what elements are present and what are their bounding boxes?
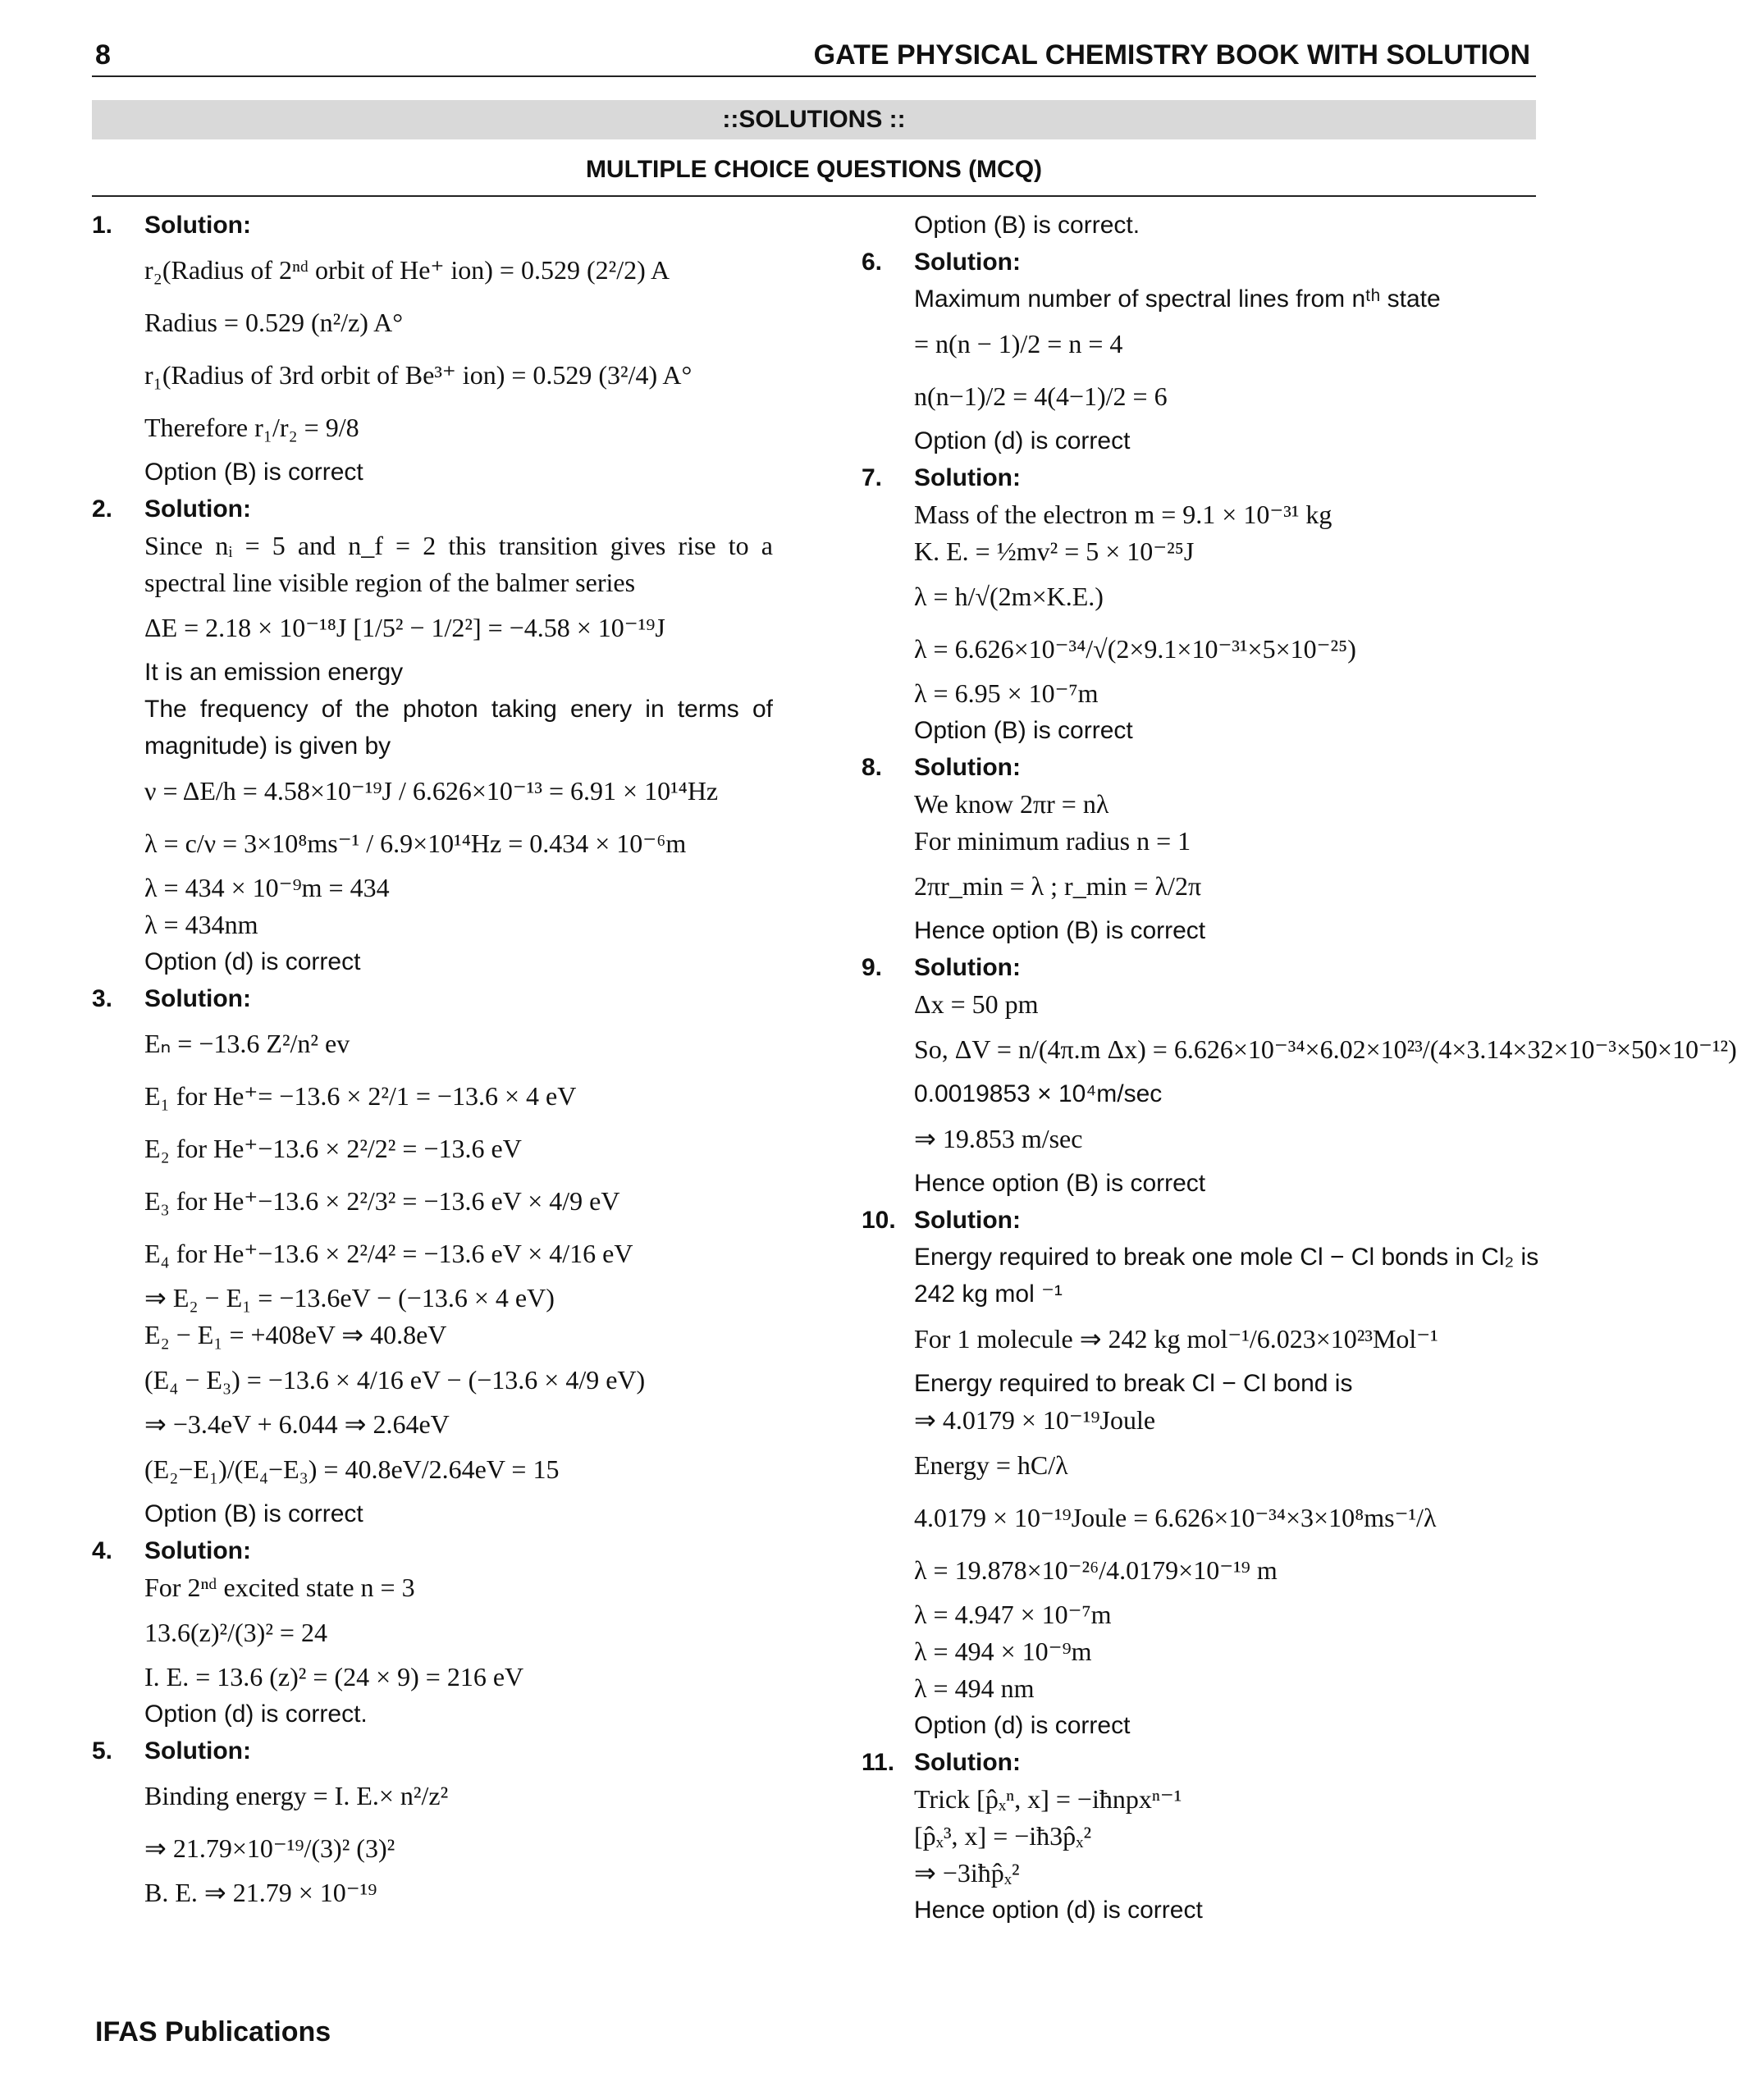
publisher-footer: IFAS Publications <box>95 2016 331 2048</box>
solution-line: n(n−1)/2 = 4(4−1)/2 = 6 <box>914 381 1168 411</box>
solution-block <box>862 459 1543 749</box>
solution-line: λ = 434 × 10⁻⁹m = 434 <box>144 873 390 902</box>
solution-line: Energy = hC/λ <box>914 1450 1068 1480</box>
solution-heading: Solution: <box>914 1207 1021 1234</box>
solution-block <box>862 949 1737 1202</box>
solution-heading: Solution: <box>144 985 251 1012</box>
page-number: 8 <box>95 39 111 71</box>
solution-line: Radius = 0.529 (n²/z) A° <box>144 308 404 337</box>
question-number: 1. <box>92 212 113 239</box>
solution-line: Option (d) is correct <box>914 1712 1131 1739</box>
question-number: 6. <box>862 249 883 276</box>
question-number: 4. <box>92 1537 113 1564</box>
solution-line: λ = h/√(2m×K.E.) <box>914 582 1104 611</box>
solution-block <box>862 207 1543 244</box>
solution-line: Since nᵢ = 5 and n_f = 2 this transition gives rise to a spectral line visible region of the balmer series <box>144 531 773 597</box>
solution-line: ⇒ 21.79×10⁻¹⁹/(3)² (3)² <box>144 1833 395 1863</box>
solution-line: ⇒ E₂ − E₁ = −13.6eV − (−13.6 × 4 eV) <box>144 1283 555 1312</box>
solution-line: E₃ for He⁺−13.6 × 2²/3² = −13.6 eV × 4/9 eV <box>144 1186 620 1216</box>
solution-heading: Solution: <box>144 1737 251 1764</box>
question-number: 9. <box>862 954 883 981</box>
solution-line: For minimum radius n = 1 <box>914 826 1191 856</box>
solution-line: r₂(Radius of 2ⁿᵈ orbit of He⁺ ion) = 0.529 (2²/2) A <box>144 255 670 285</box>
question-number: 7. <box>862 464 883 491</box>
solution-line: E₄ for He⁺−13.6 × 2²/4² = −13.6 eV × 4/16 eV <box>144 1239 633 1268</box>
solution-line: 4.0179 × 10⁻¹⁹Joule = 6.626×10⁻³⁴×3×10⁸ms⁻¹/λ <box>914 1503 1437 1532</box>
solution-line: Mass of the electron m = 9.1 × 10⁻³¹ kg <box>914 500 1332 529</box>
solution-line: Binding energy = I. E.× n²/z² <box>144 1781 449 1810</box>
solution-line: (E₄ − E₃) = −13.6 × 4/16 eV − (−13.6 × 4/9 eV) <box>144 1365 646 1395</box>
solution-line: Trick [p̂ₓⁿ, x] = −iħnpxⁿ⁻¹ <box>914 1784 1182 1814</box>
question-number: 3. <box>92 985 113 1012</box>
solution-line: K. E. = ½mv² = 5 × 10⁻²⁵J <box>914 536 1195 566</box>
solution-line: λ = 6.95 × 10⁻⁷m <box>914 678 1099 708</box>
section-title: MULTIPLE CHOICE QUESTIONS (MCQ) <box>585 156 1043 183</box>
solution-block <box>92 207 773 491</box>
header-rule <box>92 75 1536 77</box>
solution-line: Option (d) is correct. <box>144 1701 368 1728</box>
solution-line: = n(n − 1)/2 = n = 4 <box>914 329 1123 358</box>
solution-line: Maximum number of spectral lines from nᵗʰ state <box>914 285 1441 313</box>
solution-line: λ = 494 × 10⁻⁹m <box>914 1637 1092 1666</box>
solution-line: Therefore r₁/r₂ = 9/8 <box>144 413 359 442</box>
solution-line: Hence option (B) is correct <box>914 1170 1206 1197</box>
solution-line: λ = 19.878×10⁻²⁶/4.0179×10⁻¹⁹ m <box>914 1555 1278 1585</box>
solution-line: λ = 434nm <box>144 910 258 939</box>
solution-block <box>862 1744 1543 1929</box>
solution-line: It is an emission energy <box>144 659 404 686</box>
solution-line: Δx = 50 pm <box>914 989 1039 1019</box>
solution-line: ⇒ 4.0179 × 10⁻¹⁹Joule <box>914 1405 1156 1435</box>
solution-heading: Solution: <box>144 495 251 523</box>
solution-heading: Solution: <box>914 464 1021 491</box>
solution-line: Option (B) is correct <box>144 1500 363 1527</box>
solution-line: B. E. ⇒ 21.79 × 10⁻¹⁹ <box>144 1878 377 1907</box>
solution-line: λ = c/ν = 3×10⁸ms⁻¹ / 6.9×10¹⁴Hz = 0.434 × 10⁻⁶m <box>144 829 687 858</box>
solution-line: Hence option (B) is correct <box>914 917 1206 944</box>
solution-line: (E₂−E₁)/(E₄−E₃) = 40.8eV/2.64eV = 15 <box>144 1454 560 1484</box>
solution-line: ΔE = 2.18 × 10⁻¹⁸J [1/5² − 1/2²] = −4.58 × 10⁻¹⁹J <box>144 613 665 642</box>
solution-line: The frequency of the photon taking enery in terms of magnitude) is given by <box>144 696 773 760</box>
solution-line: E₂ for He⁺−13.6 × 2²/2² = −13.6 eV <box>144 1134 522 1163</box>
solution-line: 2πr_min = λ ; r_min = λ/2π <box>914 871 1202 901</box>
solution-line: I. E. = 13.6 (z)² = (24 × 9) = 216 eV <box>144 1662 524 1691</box>
solution-line: r₁(Radius of 3rd orbit of Be³⁺ ion) = 0.529 (3²/4) A° <box>144 360 693 390</box>
solution-line: Energy required to break one mole Cl − Cl bonds in Cl₂ is <box>914 1244 1539 1271</box>
solution-block <box>862 1202 1543 1744</box>
solution-line: Option (d) is correct <box>914 427 1131 454</box>
solution-line: ⇒ 19.853 m/sec <box>914 1124 1083 1153</box>
solution-heading: Solution: <box>914 1749 1021 1776</box>
solution-heading: Solution: <box>914 754 1021 781</box>
solution-line: Option (B) is correct <box>914 717 1133 744</box>
solution-line: We know 2πr = nλ <box>914 789 1109 819</box>
section-rule <box>92 195 1536 197</box>
book-title: GATE PHYSICAL CHEMISTRY BOOK WITH SOLUTION <box>813 39 1530 71</box>
solution-line: λ = 494 nm <box>914 1673 1035 1703</box>
question-number: 11. <box>862 1749 895 1776</box>
solution-heading: Solution: <box>914 954 1021 981</box>
solution-line: 242 kg mol ⁻¹ <box>914 1281 1063 1308</box>
solution-line: E₁ for He⁺= −13.6 × 2²/1 = −13.6 × 4 eV <box>144 1081 577 1111</box>
solution-line: Hence option (d) is correct <box>914 1897 1203 1924</box>
solution-line: E₂ − E₁ = +408eV ⇒ 40.8eV <box>144 1320 447 1349</box>
solution-line: [p̂ₓ³, x] = −iħ3p̂ₓ² <box>914 1821 1092 1851</box>
solution-heading: Solution: <box>144 212 251 239</box>
question-number: 5. <box>92 1737 113 1764</box>
solution-heading: Solution: <box>144 1537 251 1564</box>
solution-line: Option (B) is correct. <box>914 212 1140 239</box>
solution-line: Option (B) is correct <box>144 459 363 486</box>
solution-line: λ = 6.626×10⁻³⁴/√(2×9.1×10⁻³¹×5×10⁻²⁵) <box>914 634 1356 664</box>
solution-block <box>92 491 773 980</box>
solution-block <box>92 1732 773 1911</box>
solution-block <box>862 749 1543 949</box>
solution-line: 0.0019853 × 10⁴m/sec <box>914 1080 1163 1107</box>
solution-line: Energy required to break Cl − Cl bond is <box>914 1370 1353 1397</box>
solutions-banner: ::SOLUTIONS :: <box>92 100 1536 139</box>
solution-block <box>92 1532 773 1732</box>
solution-line: Option (d) is correct <box>144 948 361 975</box>
solution-line: For 2ⁿᵈ excited state n = 3 <box>144 1573 415 1602</box>
question-number: 2. <box>92 495 113 523</box>
solution-block <box>92 980 773 1532</box>
solution-line: ⇒ −3.4eV + 6.044 ⇒ 2.64eV <box>144 1409 450 1439</box>
solution-heading: Solution: <box>914 249 1021 276</box>
solution-line: Eₙ = −13.6 Z²/n² ev <box>144 1029 350 1058</box>
left-column <box>92 207 773 1911</box>
solution-line: λ = 4.947 × 10⁻⁷m <box>914 1600 1112 1629</box>
question-number: 8. <box>862 754 883 781</box>
solution-line: So, ΔV = n/(4π.m Δx) = 6.626×10⁻³⁴×6.02×10²³/(4×3.14×32×10⁻³×50×10⁻¹²) <box>914 1034 1737 1064</box>
solution-line: 13.6(z)²/(3)² = 24 <box>144 1618 327 1647</box>
solution-line: ⇒ −3iħp̂ₓ² <box>914 1858 1020 1888</box>
solution-line: ν = ΔE/h = 4.58×10⁻¹⁹J / 6.626×10⁻¹³ = 6.91 × 10¹⁴Hz <box>144 776 719 806</box>
right-column <box>862 207 1737 1929</box>
question-number: 10. <box>862 1207 896 1234</box>
solution-block <box>862 244 1543 459</box>
solution-line: For 1 molecule ⇒ 242 kg mol⁻¹/6.023×10²³Mol⁻¹ <box>914 1324 1438 1354</box>
